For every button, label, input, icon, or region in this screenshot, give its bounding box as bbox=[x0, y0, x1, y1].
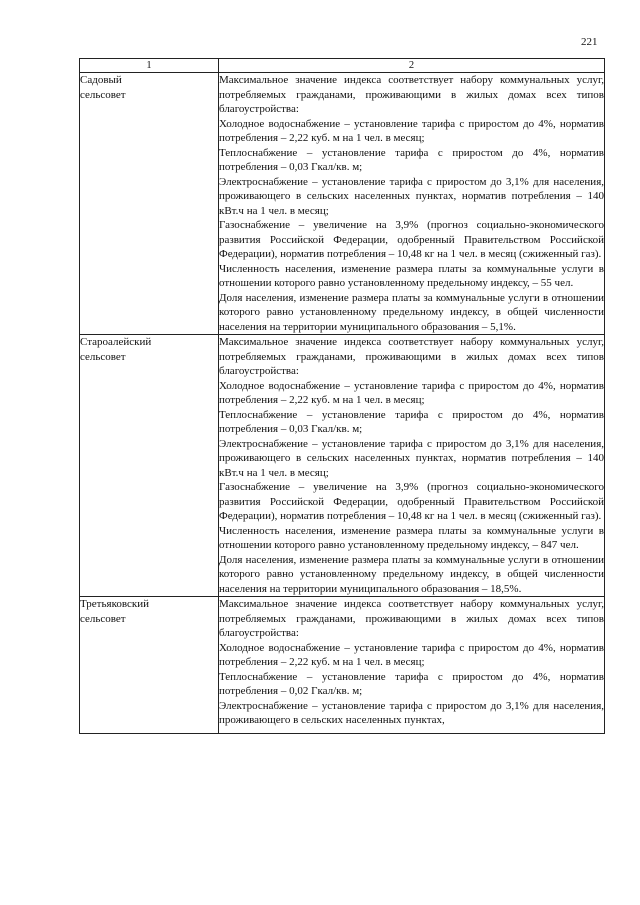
municipality-name-line: Садовый bbox=[80, 74, 122, 86]
page-number: 221 bbox=[581, 36, 598, 48]
municipality-name-cell bbox=[80, 73, 219, 335]
paragraph: Численность населения, изменение размера платы за коммунальные услуги в отношении которого равно установленному предельному индексу, – 847 чел. bbox=[219, 524, 604, 551]
table-header-row bbox=[80, 59, 605, 73]
table-row bbox=[80, 335, 605, 597]
index-description-cell bbox=[219, 335, 605, 597]
index-description-cell bbox=[219, 597, 605, 734]
paragraph: Максимальное значение индекса соответствует набору коммунальных услуг, потребляемых гражданами, проживающими в жилых домах всех типов благоустройства: bbox=[219, 74, 604, 115]
paragraph: Электроснабжение – установление тарифа с приростом до 3,1% для населения, проживающего в сельских населенных пунктах, норматив потребления – 140 кВт.ч на 1 чел. в месяц; bbox=[219, 437, 604, 479]
paragraph: Максимальное значение индекса соответствует набору коммунальных услуг, потребляемых гражданами, проживающими в жилых домах всех типов благоустройства: bbox=[219, 336, 604, 377]
municipality-name-cell bbox=[80, 597, 219, 734]
municipality-name-line: Третьяковский bbox=[80, 598, 149, 610]
index-table bbox=[79, 58, 605, 734]
table-row bbox=[80, 73, 605, 335]
table-row bbox=[80, 597, 605, 734]
paragraph: Доля населения, изменение размера платы за коммунальные услуги в отношении которого равно установленному предельному индексу, в общей численности населения на территории муниципального образования – 5,1%. bbox=[219, 291, 604, 333]
index-description-cell bbox=[219, 73, 605, 335]
municipality-name-line: Староалейский bbox=[80, 336, 152, 348]
paragraph: Электроснабжение – установление тарифа с приростом до 3,1% для населения, проживающего в сельских населенных пунктах, норматив потребления – 140 кВт.ч на 1 чел. в месяц; bbox=[219, 175, 604, 217]
paragraph: Доля населения, изменение размера платы за коммунальные услуги в отношении которого равно установленному предельному индексу, в общей численности населения на территории муниципального образования – 18,5%. bbox=[219, 553, 604, 595]
paragraph: Газоснабжение – увеличение на 3,9% (прогноз социально-экономического развития Российской Федерации, одобренный Правительством Российской Федерации), норматив потребления – 10,48 кг на 1 чел. в месяц (сжиженный газ). bbox=[219, 219, 604, 260]
paragraph: Электроснабжение – установление тарифа с приростом до 3,1% для населения, проживающего в сельских населенных пунктах, bbox=[219, 699, 604, 726]
paragraph: Теплоснабжение – установление тарифа с приростом до 4%, норматив потребления – 0,02 Гкал/кв. м; bbox=[219, 670, 604, 697]
paragraph: Теплоснабжение – установление тарифа с приростом до 4%, норматив потребления – 0,03 Гкал/кв. м; bbox=[219, 408, 604, 435]
municipality-name-line: сельсовет bbox=[80, 88, 126, 101]
municipality-name-cell bbox=[80, 335, 219, 597]
paragraph: Холодное водоснабжение – установление тарифа с приростом до 4%, норматив потребления – 2,22 куб. м на 1 чел. в месяц; bbox=[219, 379, 604, 406]
paragraph: Холодное водоснабжение – установление тарифа с приростом до 4%, норматив потребления – 2,22 куб. м на 1 чел. в месяц; bbox=[219, 117, 604, 144]
paragraph: Максимальное значение индекса соответствует набору коммунальных услуг, потребляемых гражданами, проживающими в жилых домах всех типов благоустройства: bbox=[219, 598, 604, 639]
municipality-name-line: сельсовет bbox=[80, 612, 126, 625]
column-header-2: 2 bbox=[219, 59, 605, 73]
paragraph: Численность населения, изменение размера платы за коммунальные услуги в отношении которого равно установленному предельному индексу, – 55 чел. bbox=[219, 262, 604, 289]
column-header-1: 1 bbox=[80, 59, 219, 73]
paragraph: Теплоснабжение – установление тарифа с приростом до 4%, норматив потребления – 0,03 Гкал/кв. м; bbox=[219, 146, 604, 173]
municipality-name-line: сельсовет bbox=[80, 350, 126, 363]
paragraph: Холодное водоснабжение – установление тарифа с приростом до 4%, норматив потребления – 2,22 куб. м на 1 чел. в месяц; bbox=[219, 641, 604, 668]
paragraph: Газоснабжение – увеличение на 3,9% (прогноз социально-экономического развития Российской Федерации, одобренный Правительством Российской Федерации), норматив потребления – 10,48 кг на 1 чел. в месяц (сжиженный газ). bbox=[219, 481, 604, 522]
